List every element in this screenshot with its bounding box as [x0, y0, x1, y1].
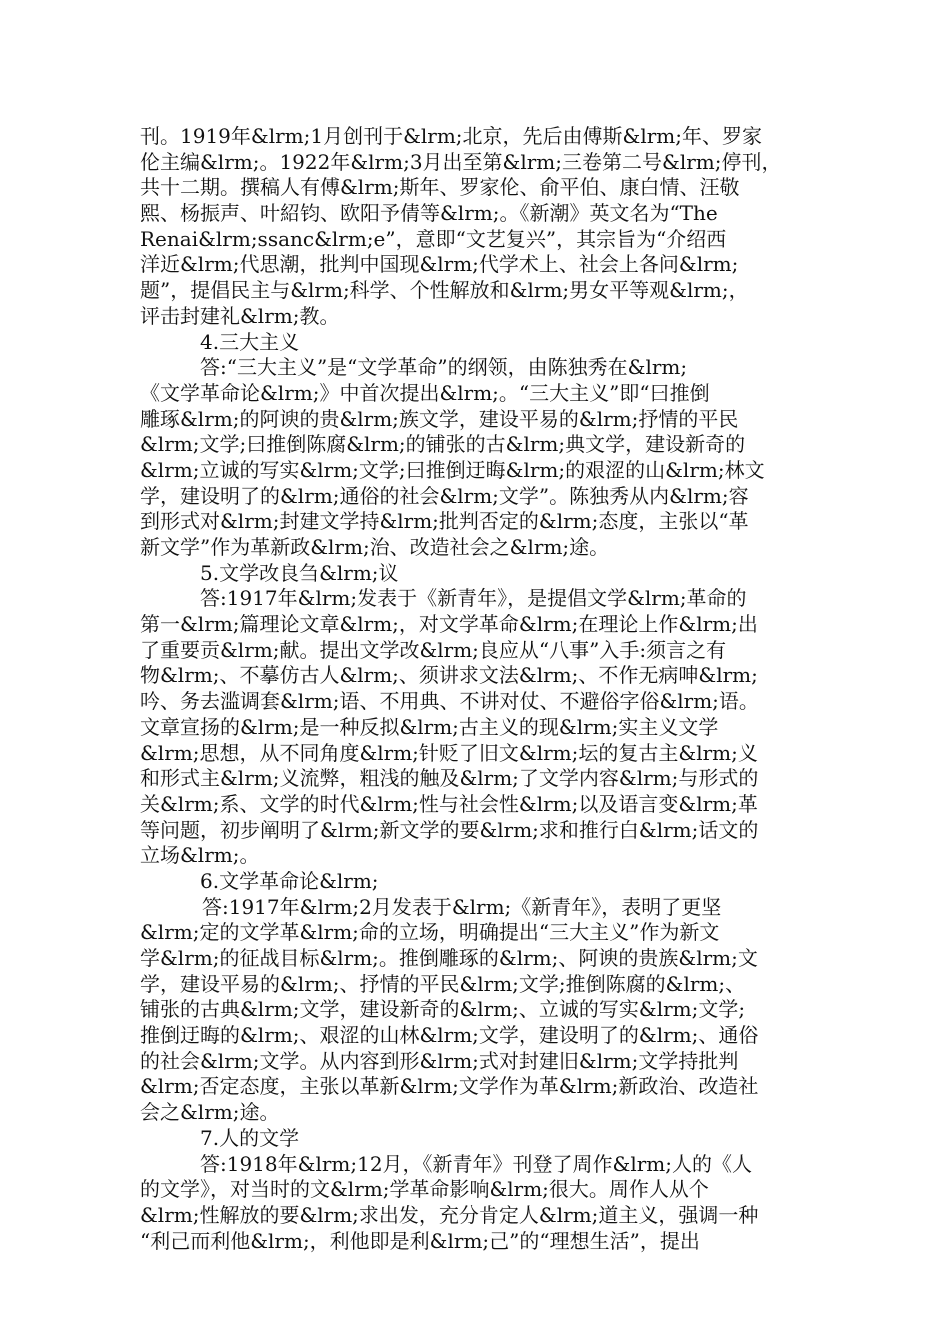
text-line: &lrm;文学;曰推倒陈腐&lrm;的铺张的古&lrm;典文学，建设新奇的: [140, 432, 746, 457]
text-line: 学，建设明了的&lrm;通俗的社会&lrm;文学”。陈独秀从内&lrm;容: [140, 483, 749, 508]
text-line: 铺张的古典&lrm;文学，建设新奇的&lrm;、立诚的写实&lrm;文学;: [140, 997, 746, 1022]
text-line: 和形式主&lrm;义流弊，粗浅的触及&lrm;了文学内容&lrm;与形式的: [140, 766, 759, 791]
text-line: 第一&lrm;篇理论文章&lrm;，对文学革命&lrm;在理论上作&lrm;出: [140, 612, 758, 637]
text-line: 会之&lrm;途。: [140, 1100, 280, 1125]
text-line: 立场&lrm;。: [140, 843, 260, 868]
text-line: 吟、务去滥调套&lrm;语、不用典、不讲对仗、不避俗字俗&lrm;语。: [140, 689, 759, 714]
text-line: 熙、杨振声、叶紹钧、欧阳予倩等&lrm;。《新潮》英文名为“The: [140, 201, 718, 226]
text-line: 共十二期。撰稿人有傅&lrm;斯年、罗家伦、俞平伯、康白情、汪敬: [140, 175, 740, 200]
text-line: &lrm;否定态度，主张以革新&lrm;文学作为革&lrm;新政治、改造社: [140, 1074, 759, 1099]
text-line: &lrm;定的文学革&lrm;命的立场，明确提出“三大主义”作为新文: [140, 920, 720, 945]
text-line: 雕琢&lrm;的阿谀的贵&lrm;族文学，建设平易的&lrm;抒情的平民: [140, 406, 739, 431]
text-line: 答:1918年&lrm;12月，《新青年》刊登了周作&lrm;人的《人: [200, 1151, 753, 1176]
document-body: [140, 124, 810, 1254]
text-line: &lrm;思想，从不同角度&lrm;针贬了旧文&lrm;坛的复古主&lrm;义: [140, 740, 758, 765]
text-line: 伦主编&lrm;。1922年&lrm;3月出至第&lrm;三卷第二号&lrm;停刊，: [140, 149, 782, 174]
text-line: 评击封建礼&lrm;教。: [140, 303, 340, 328]
text-line: 的文学》，对当时的文&lrm;学革命影响&lrm;很大。周作人从个: [140, 1177, 709, 1202]
section-heading: 7.人的文学: [200, 1125, 300, 1150]
text-line: 答:“三大主义”是“文学革命”的纲领，由陈独秀在&lrm;: [200, 355, 688, 380]
section-heading: 6.文学革命论&lrm;: [200, 868, 379, 893]
text-line: 答:1917年&lrm;2月发表于&lrm;《新青年》，表明了更坚: [202, 894, 722, 919]
text-line: 推倒迂晦的&lrm;、艰涩的山林&lrm;文学，建设明了的&lrm;、通俗: [140, 1023, 759, 1048]
text-line: 学，建设平易的&lrm;、抒情的平民&lrm;文学;推倒陈腐的&lrm;、: [140, 971, 746, 996]
text-line: &lrm;性解放的要&lrm;求出发，充分肯定人&lrm;道主义，强调一种: [140, 1202, 759, 1227]
text-line: Renai&lrm;ssanc&lrm;e”，意即“文艺复兴”，其宗旨为“介绍西: [140, 226, 727, 251]
text-line: 的社会&lrm;文学。从内容到形&lrm;式对封建旧&lrm;文学持批判: [140, 1048, 739, 1073]
text-line: 到形式对&lrm;封建文学持&lrm;批判否定的&lrm;态度，主张以“革: [140, 509, 749, 534]
section-heading: 5.文学改良刍&lrm;议: [200, 560, 399, 585]
text-line: 题”，提倡民主与&lrm;科学、个性解放和&lrm;男女平等观&lrm;，: [140, 278, 749, 303]
text-line: 刊。1919年&lrm;1月创刊于&lrm;北京，先后由傅斯&lrm;年、罗家: [140, 124, 763, 148]
text-line: 物&lrm;、不摹仿古人&lrm;、须讲求文法&lrm;、不作无病呻&lrm;: [140, 663, 758, 688]
section-heading: 4.三大主义: [200, 329, 300, 354]
text-line: 学&lrm;的征战目标&lrm;。推倒雕琢的&lrm;、阿谀的贵族&lrm;文: [140, 946, 758, 970]
text-line: “利己而利他&lrm;，利他即是利&lrm;己”的“理想生活”，提出: [140, 1228, 700, 1253]
text-line: &lrm;立诚的写实&lrm;文学;曰推倒迂晦&lrm;的艰涩的山&lrm;林文: [140, 457, 765, 482]
text-line: 等问题，初步阐明了&lrm;新文学的要&lrm;求和推行白&lrm;话文的: [140, 817, 759, 842]
text-line: 关&lrm;系、文学的时代&lrm;性与社会性&lrm;以及语言变&lrm;革: [140, 791, 758, 816]
text-line: 洋近&lrm;代思潮，批判中国现&lrm;代学术上、社会上各问&lrm;: [140, 252, 739, 277]
text-line: 新文学”作为革新政&lrm;治、改造社会之&lrm;途。: [140, 535, 610, 559]
text-line: 答:1917年&lrm;发表于《新青年》，是提倡文学&lrm;革命的: [200, 586, 747, 611]
text-line: 《文学革命论&lrm;》中首次提出&lrm;。“三大主义”即“曰推倒: [140, 380, 710, 405]
text-line: 文章宣扬的&lrm;是一种反拟&lrm;古主义的现&lrm;实主义文学: [140, 714, 719, 739]
text-line: 了重要贡&lrm;献。提出文学改&lrm;良应从“八事”入手:须言之有: [140, 637, 727, 662]
